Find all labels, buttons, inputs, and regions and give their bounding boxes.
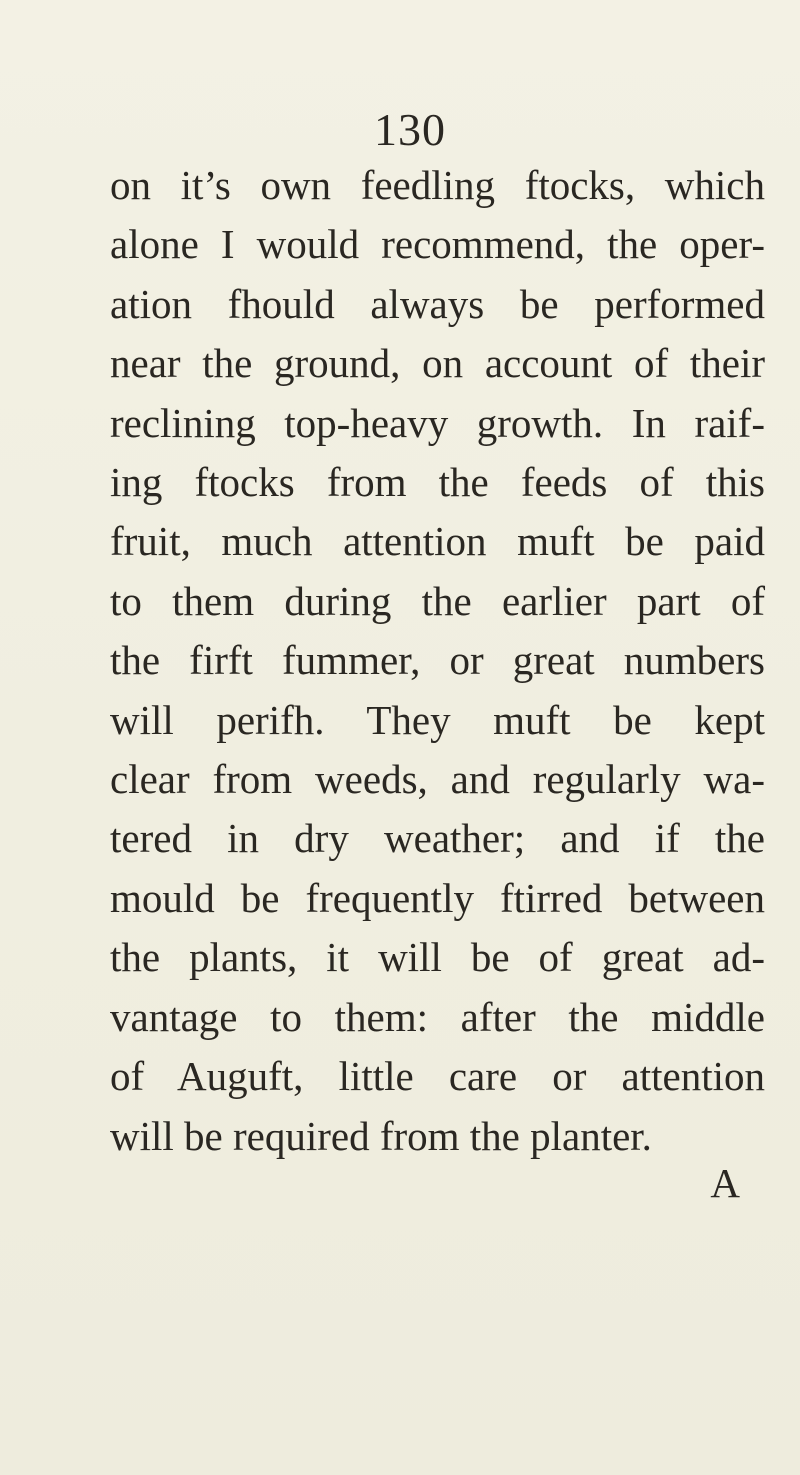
- text-line: on it’s own feedling ftocks, which: [110, 162, 765, 208]
- text-line: ing ftocks from the feeds of this: [110, 459, 765, 506]
- text-line: near the ground, on account of their: [110, 340, 765, 387]
- text-line: alone I would recommend, the oper-: [110, 221, 765, 268]
- catchword: A: [710, 1160, 740, 1206]
- body-text: [110, 156, 765, 1166]
- text-line: of Auguft, little care or attention: [110, 1053, 765, 1100]
- text-line: the firft fummer, or great numbers: [110, 637, 765, 684]
- text-line: to them during the earlier part of: [110, 577, 765, 624]
- text-line: fruit, much attention muft be paid: [110, 518, 765, 565]
- text-line: tered in dry weather; and if the: [110, 815, 765, 862]
- text-line: clear from weeds, and regularly wa-: [110, 756, 765, 803]
- text-line: ation fhould always be performed: [110, 280, 765, 327]
- text-line: mould be frequently ftirred between: [110, 874, 765, 921]
- text-line: the plants, it will be of great ad-: [110, 934, 765, 981]
- text-line: reclining top-heavy growth. In raif-: [110, 399, 765, 446]
- text-line: will be required from the planter.: [110, 1112, 652, 1159]
- text-line: vantage to them: after the middle: [110, 993, 765, 1040]
- text-line: will perifh. They muft be kept: [110, 696, 765, 743]
- page-number: 130: [374, 104, 446, 155]
